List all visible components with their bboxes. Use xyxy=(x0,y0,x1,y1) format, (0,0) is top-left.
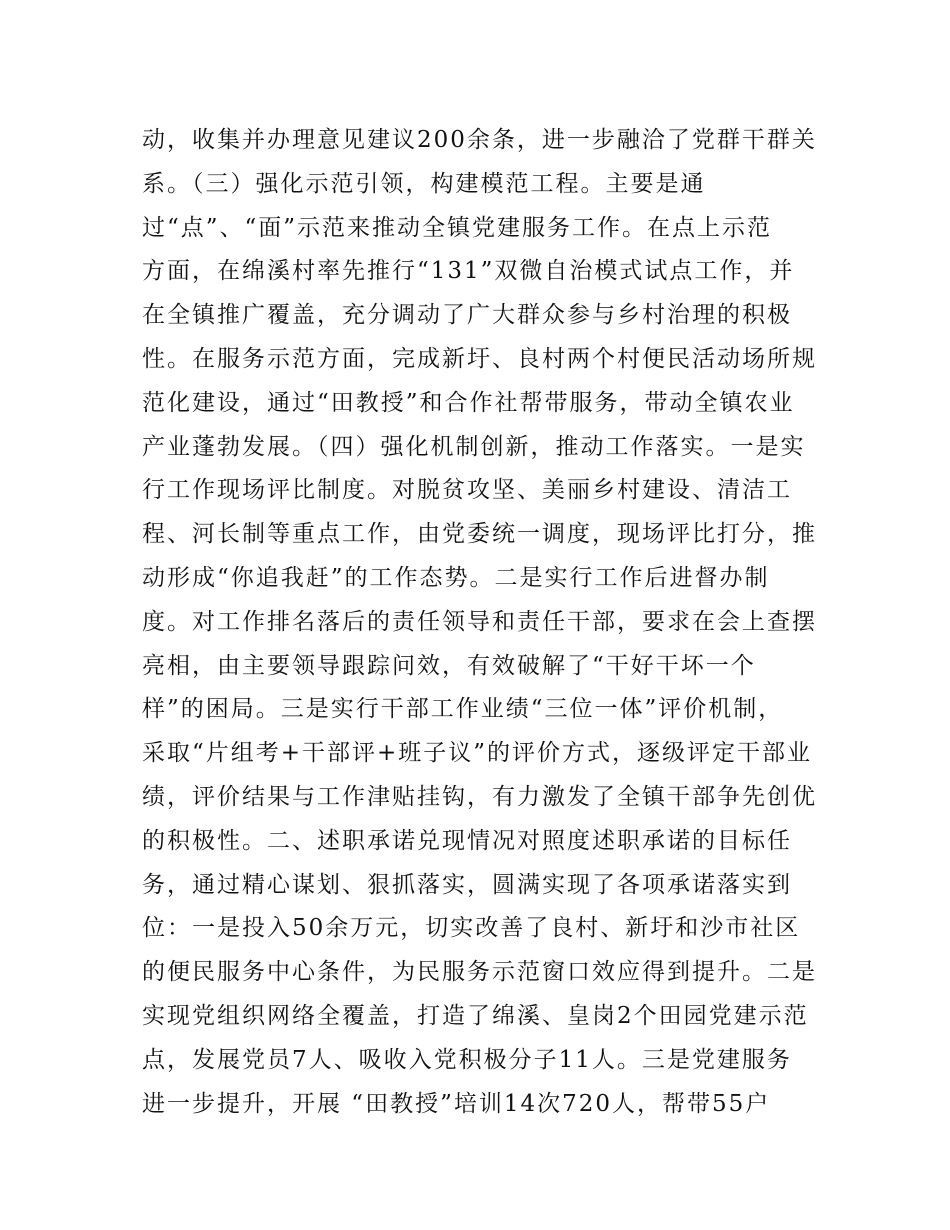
text-line-10: 程、河长制等重点工作，由党委统一调度，现场评比打分，推 xyxy=(142,521,817,548)
text-line-21: 实现党组织网络全覆盖，打造了绵溪、皇岗2个田园党建示范 xyxy=(142,1002,809,1029)
text-line-12: 度。对工作排名落后的责任领导和责任干部，要求在会上查摆 xyxy=(142,608,817,635)
text-line-4: 方面，在绵溪村率先推行“131”双微自治模式试点工作，并 xyxy=(142,258,795,285)
text-line-1: 动，收集并办理意见建议200余条，进一步融洽了党群干群关 xyxy=(142,127,817,153)
text-line-22: 点，发展党员7人、吸收入党积极分子11人。三是党建服务 xyxy=(142,1046,792,1073)
text-line-14: 样”的困局。三是实行干部工作业绩“三位一体”评价机制， xyxy=(142,696,784,723)
text-line-5: 在全镇推广覆盖，充分调动了广大群众参与乡村治理的积极 xyxy=(142,302,792,329)
text-line-7: 范化建设，通过“田教授”和合作社帮带服务，带动全镇农业 xyxy=(142,389,795,416)
text-line-23: 进一步提升，开展 “田教授”培训14次720人，帮带55户 xyxy=(142,1090,771,1117)
text-line-20: 的便民服务中心条件，为民服务示范窗口效应得到提升。二是 xyxy=(142,959,817,986)
text-line-3: 过“点”、“面”示范来推动全镇党建服务工作。在点上示范 xyxy=(142,214,773,241)
text-line-17: 的积极性。二、述职承诺兑现情况对照度述职承诺的目标任 xyxy=(142,827,792,854)
text-line-9: 行工作现场评比制度。对脱贫攻坚、美丽乡村建设、清洁工 xyxy=(142,477,792,504)
text-line-6: 性。在服务示范方面，完成新圩、良村两个村便民活动场所规 xyxy=(142,345,817,372)
text-line-18: 务，通过精心谋划、狠抓落实，圆满实现了各项承诺落实到 xyxy=(142,871,792,898)
text-line-15: 采取“片组考+干部评+班子议”的评价方式，逐级评定干部业 xyxy=(142,740,813,767)
body-text xyxy=(142,119,822,1126)
text-line-2: 系。（三）强化示范引领，构建模范工程。主要是通 xyxy=(142,170,706,197)
text-line-8: 产业蓬勃发展。（四）强化机制创新，推动工作落实。一是实 xyxy=(142,433,806,460)
text-line-13: 亮相，由主要领导跟踪问效，有效破解了“干好干坏一个 xyxy=(142,652,756,679)
text-line-11: 动形成“你追我赶”的工作态势。二是实行工作后进督办制 xyxy=(142,564,770,591)
text-line-19: 位：一是投入50余万元，切实改善了良村、新圩和沙市社区 xyxy=(142,915,801,942)
text-line-16: 绩，评价结果与工作津贴挂钩，有力激发了全镇干部争先创优 xyxy=(142,783,817,810)
